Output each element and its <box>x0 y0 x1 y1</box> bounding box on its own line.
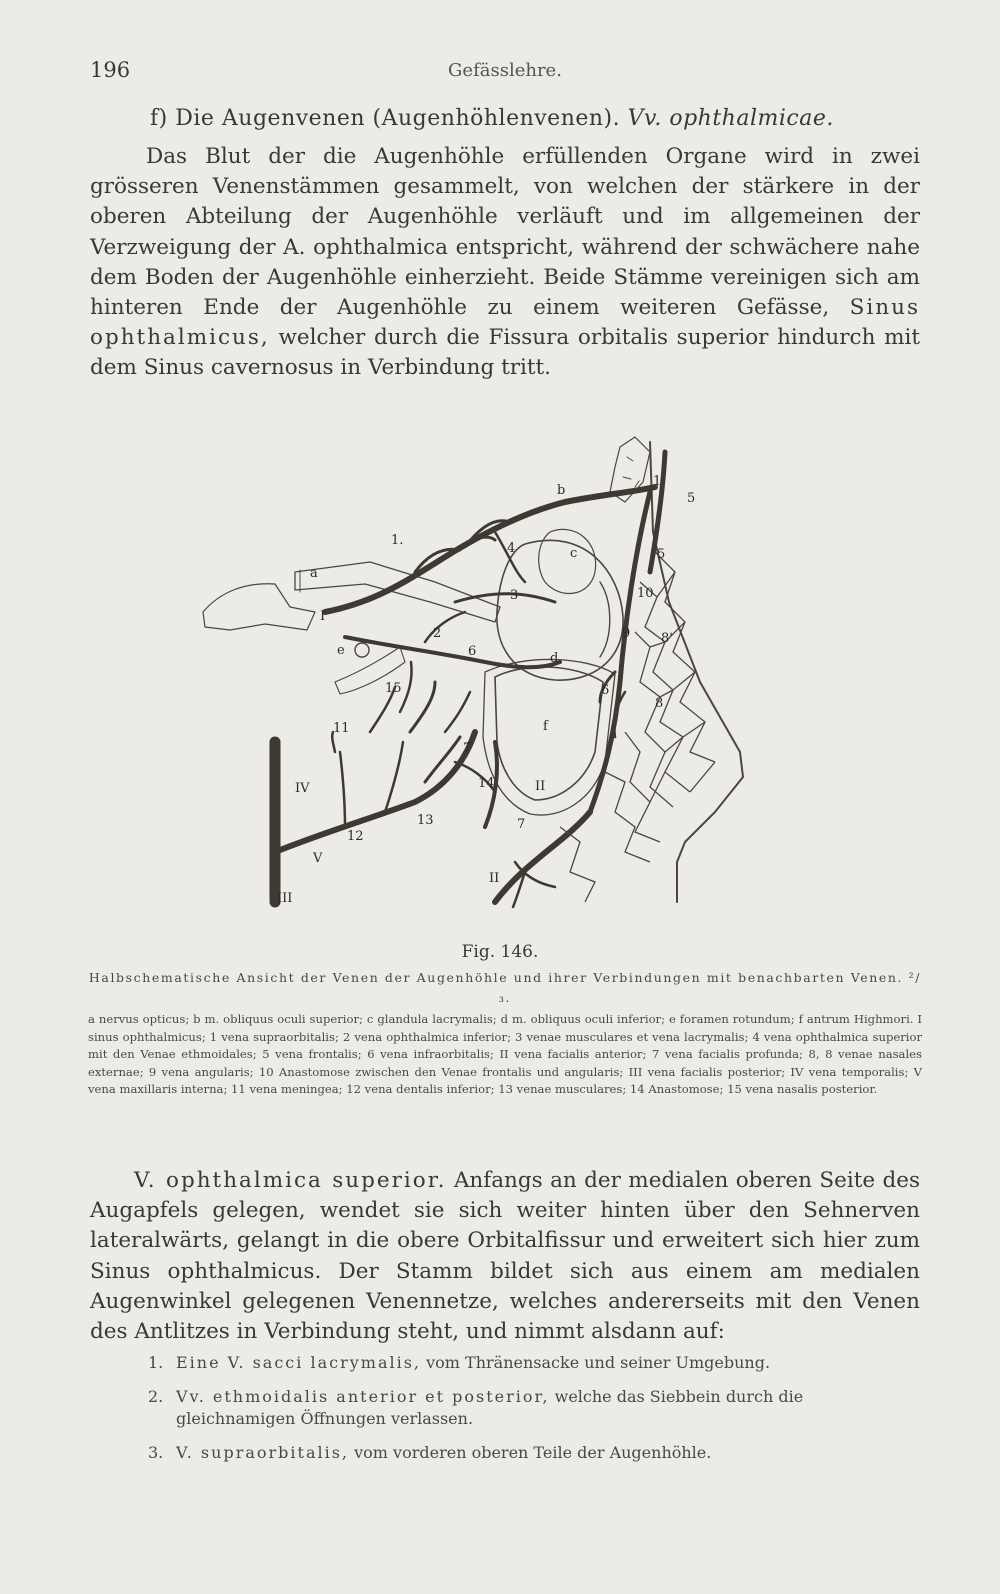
figure-label: IV <box>295 781 310 796</box>
intro-text-part2: welcher durch die Fissura orbitalis superior hindurch mit dem Sinus cavernosus in Verbindung tritt. <box>90 325 920 381</box>
figure-label: 7 <box>463 741 472 756</box>
figure-label: a <box>310 566 318 581</box>
page-header <box>90 58 920 88</box>
list-item-term: Eine V. sacci lacrymalis, <box>176 1353 422 1372</box>
list-item <box>148 1442 920 1464</box>
figure-label: 12 <box>347 829 364 844</box>
list-item-number: 2. <box>148 1387 164 1406</box>
figure-label: d <box>550 651 559 666</box>
vena-ophthalmica-superior-paragraph <box>90 1166 920 1347</box>
figure-label: 8' <box>661 631 673 646</box>
figure-label: e <box>337 643 345 658</box>
list-item-description: vom Thränensacke und seiner Umgebung. <box>426 1353 771 1372</box>
figure-label: 11 <box>333 721 350 736</box>
list-item-term: Vv. ethmoidalis anterior et posterior, <box>176 1387 550 1406</box>
figure-label: 6 <box>468 644 477 659</box>
figure-label: c <box>570 546 578 561</box>
page-number: 196 <box>90 58 131 82</box>
list-item <box>148 1352 920 1374</box>
figure-label: 6 <box>601 683 610 698</box>
figure-label: 2 <box>433 626 442 641</box>
list-item-number: 3. <box>148 1443 164 1462</box>
list-item-description: welche das Siebbein durch die gleichnamigen Öffnungen verlassen. <box>176 1387 804 1428</box>
figure-caption-title: Halbschematische Ansicht der Venen der Augenhöhle und ihrer Verbindungen mit benachbarten Venen. ²/₃. <box>88 970 922 1005</box>
figure-labels <box>277 474 695 906</box>
figure-label: 7 <box>517 817 526 832</box>
figure-legend: a nervus opticus; b m. obliquus oculi superior; c glandula lacrymalis; d m. obliquus oculi inferior; e foramen rotundum; f antrum Highmori. I sinus ophthalmicus; 1 vena supraorbitalis; 2 vena ophthalmica inferior; 3 venae musculares et vena lacrymalis; 4 vena ophthalmica superior mit den Venae ethmoidales; 5 vena frontalis; 6 vena infraorbitalis; II vena facialis anterior; 7 vena facialis profunda; 8, 8 venae nasales externae; 9 vena angularis; 10 Anastomose zwischen den Venae frontalis und angularis; III vena facialis posterior; IV vena temporalis; V vena maxillaris interna; 11 vena meningea; 12 vena dentalis inferior; 13 venae musculares; 14 Anastomose; 15 vena nasalis posterior. <box>88 1012 922 1096</box>
section-title <box>150 106 834 131</box>
figure-label: 1. <box>391 533 404 548</box>
figure-label: I <box>320 609 326 624</box>
figure-label: 10 <box>637 586 654 601</box>
list-item-description: vom vorderen oberen Teile der Augenhöhle. <box>354 1443 712 1462</box>
intro-paragraph <box>90 142 920 384</box>
figure-label: 13 <box>417 813 434 828</box>
list-item-term: V. supraorbitalis, <box>176 1443 350 1462</box>
list-item-text <box>176 1352 920 1374</box>
list-item-text <box>176 1442 920 1464</box>
figure-label: 14 <box>478 776 495 791</box>
list-item-number: 1. <box>148 1353 164 1372</box>
paragraph-lead-term: V. ophthalmica superior. <box>134 1168 447 1193</box>
figure-label: 1 <box>653 474 662 489</box>
tributary-list <box>148 1352 920 1476</box>
figure-label: b <box>557 483 566 498</box>
intro-text-part1: Das Blut der die Augenhöhle erfüllenden Organe wird in zwei grösseren Venenstämmen gesammelt, von welchen der stärkere in der oberen Abteilung der Augenhöhle verläuft und im allgemeinen der Verzweigung der A. ophthalmica entspricht, während der schwächere nahe dem Boden der Augenhöhle einherzieht. Beide Stämme vereinigen sich am hinteren Ende der Augenhöhle zu einem weiteren Gefässe, <box>90 144 920 321</box>
figure-label: V <box>313 851 323 866</box>
figure-label: f <box>543 719 548 734</box>
figure-caption-label: Fig. 146. <box>461 942 539 962</box>
figure-label: III <box>277 891 293 906</box>
intro-text-sinus: Sinus ophthalmicus, <box>90 295 921 351</box>
list-item-text <box>176 1386 920 1430</box>
section-title-latin: Vv. ophthalmicae. <box>627 106 834 131</box>
paragraph-text: Anfangs an der medialen oberen Seite des Augapfels gelegen, wendet sie sich weiter hinten über den Sehnerven lateralwärts, gelangt in die obere Orbitalfissur und erweitert sich hier zum Sinus ophthalmicus. Der Stamm bildet sich aus einem am medialen Augenwinkel gelegenen Venennetze, welches andererseits mit den Venen des Antlitzes in Verbindung steht, und nimmt alsdann auf: <box>90 1168 921 1345</box>
figure-label: 4 <box>507 541 516 556</box>
figure-label: 5 <box>687 491 696 506</box>
figure-label: II <box>535 779 546 794</box>
figure-label: 15 <box>385 681 402 696</box>
vein-illustration <box>195 432 755 932</box>
figure-label: 3 <box>510 588 519 603</box>
list-item <box>148 1386 920 1430</box>
section-title-text: f) Die Augenvenen (Augenhöhlenvenen). <box>150 106 621 131</box>
figure-label: 8 <box>655 696 664 711</box>
figure-label: II <box>489 871 500 886</box>
figure-label: 5 <box>657 547 666 562</box>
running-head: Gefässlehre. <box>448 60 562 81</box>
figure-label: 9 <box>622 626 631 641</box>
